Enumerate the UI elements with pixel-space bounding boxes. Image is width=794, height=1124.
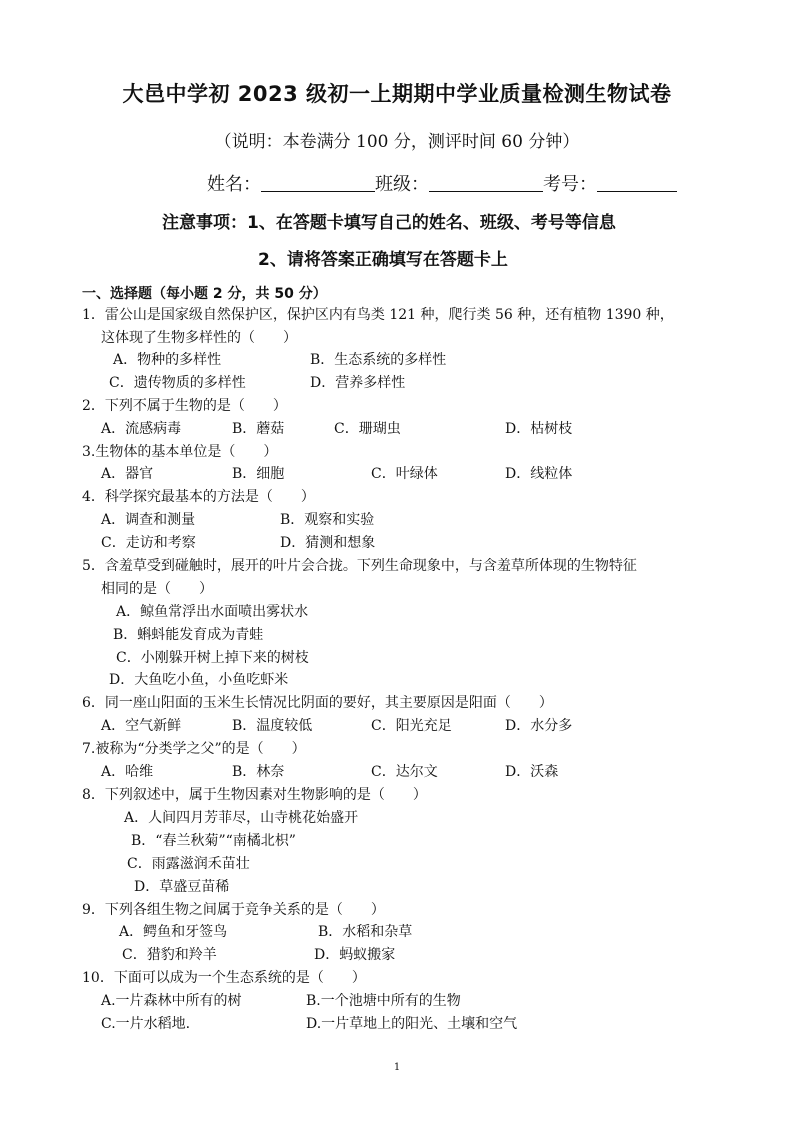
option-a: A．流感病毒	[101, 421, 182, 437]
option-c: C．遗传物质的多样性	[109, 375, 246, 391]
option-d: D．大鱼吃小鱼，小鱼吃虾米	[109, 672, 289, 688]
option-b: B．蝌蚪能发育成为青蛙	[113, 627, 264, 643]
notice-line-1: 注意事项：1、在答题卡填写自己的姓名、班级、考号等信息	[162, 213, 616, 233]
option-d: D．水分多	[505, 718, 573, 734]
option-d: D．蚂蚁搬家	[314, 947, 396, 963]
option-a: A．调查和测量	[101, 512, 196, 528]
option-b: B．温度较低	[232, 718, 313, 734]
question-stem: 9．下列各组生物之间属于竞争关系的是（ ）	[82, 902, 385, 918]
student-info-row	[207, 170, 677, 196]
section-title: 一、选择题（每小题 2 分，共 50 分）	[82, 286, 327, 302]
option-d: D．枯树枝	[505, 421, 573, 437]
option-d: D.一片草地上的阳光、土壤和空气	[306, 1016, 518, 1032]
option-b: B．生态系统的多样性	[310, 352, 447, 368]
question-stem: 6．同一座山阳面的玉米生长情况比阴面的要好，其主要原因是阳面（ ）	[82, 695, 553, 711]
exam-subtitle: （说明：本卷满分 100 分，测评时间 60 分钟）	[214, 132, 580, 152]
option-a: A.一片森林中所有的树	[101, 993, 242, 1009]
question-stem: 10．下面可以成为一个生态系统的是（ ）	[82, 970, 366, 986]
page-number: 1	[393, 1062, 401, 1073]
question-stem: 7.被称为“分类学之父”的是（ ）	[82, 741, 306, 757]
question-stem: 4．科学探究最基本的方法是（ ）	[82, 489, 315, 505]
option-b: B．观察和实验	[280, 512, 375, 528]
question-stem: 8．下列叙述中，属于生物因素对生物影响的是（ ）	[82, 787, 427, 803]
exam-title: 大邑中学初 2023 级初一上期期中学业质量检测生物试卷	[122, 82, 672, 106]
option-a: A．器官	[101, 466, 154, 482]
question-stem: 3.生物体的基本单位是（ ）	[82, 444, 278, 460]
option-c: C．小刚躲开树上掉下来的树枝	[116, 650, 309, 666]
option-a: A．鳄鱼和牙签鸟	[119, 924, 228, 940]
option-a: A．人间四月芳菲尽，山寺桃花始盛开	[124, 810, 359, 826]
id-label: 考号：	[543, 174, 597, 195]
option-b: B.一个池塘中所有的生物	[306, 993, 461, 1009]
name-label: 姓名：	[207, 174, 261, 195]
option-c: C.一片水稻地.	[101, 1016, 191, 1032]
option-b: B．蘑菇	[232, 421, 285, 437]
option-b: B．水稻和杂草	[318, 924, 413, 940]
option-c: C．走访和考察	[101, 535, 196, 551]
option-c: C．阳光充足	[371, 718, 452, 734]
option-d: D．营养多样性	[310, 375, 406, 391]
option-c: C．达尔文	[371, 764, 438, 780]
option-d: D．线粒体	[505, 466, 573, 482]
option-b: B．林奈	[232, 764, 285, 780]
option-c: C．叶绿体	[371, 466, 438, 482]
option-d: D．沃森	[505, 764, 559, 780]
question-stem: 2．下列不属于生物的是（ ）	[82, 398, 287, 414]
question-stem: 这体现了生物多样性的（ ）	[101, 330, 297, 346]
option-b: B．“春兰秋菊”“南橘北枳”	[131, 833, 296, 849]
option-c: C．雨露滋润禾苗壮	[127, 856, 250, 872]
option-d: D．猜测和想象	[280, 535, 376, 551]
question-stem: 5．含羞草受到碰触时，展开的叶片会合拢。下列生命现象中，与含羞草所体现的生物特征	[82, 558, 637, 574]
option-d: D．草盛豆苗稀	[134, 879, 230, 895]
name-blank	[261, 175, 375, 192]
question-stem: 相同的是（ ）	[101, 581, 213, 597]
question-stem: 1．雷公山是国家级自然保护区，保护区内有鸟类 121 种，爬行类 56 种，还有植物 1390 种，	[82, 307, 674, 323]
notice-line-2: 2、请将答案正确填写在答题卡上	[258, 250, 508, 270]
option-a: A．鲸鱼常浮出水面喷出雾状水	[116, 604, 309, 620]
option-a: A．哈维	[101, 764, 154, 780]
option-b: B．细胞	[232, 466, 285, 482]
option-c: C．猎豹和羚羊	[122, 947, 217, 963]
class-blank	[429, 175, 543, 192]
option-c: C．珊瑚虫	[334, 421, 401, 437]
option-a: A．物种的多样性	[113, 352, 222, 368]
id-blank	[597, 175, 677, 192]
option-a: A．空气新鲜	[101, 718, 182, 734]
class-label: 班级：	[375, 174, 429, 195]
